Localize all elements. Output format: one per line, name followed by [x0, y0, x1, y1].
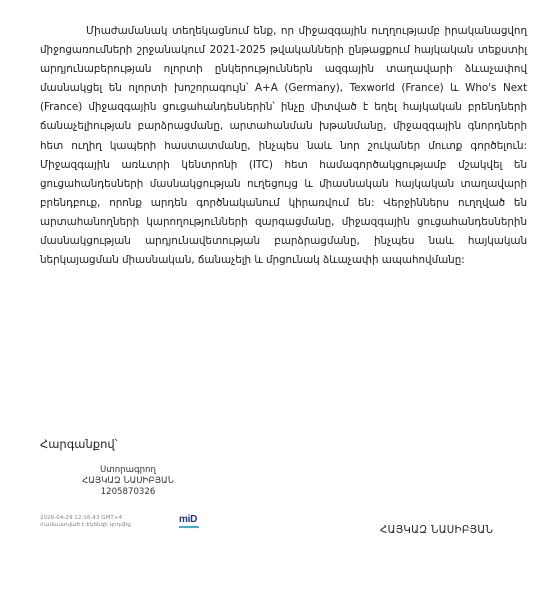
signer-name: ՀԱՅԿԱԶ ՆԱՍԻԲՅԱՆ: [380, 525, 494, 536]
stamp-timestamp: 2026-04-29 12:16:43 GMT+4: [40, 515, 123, 521]
signer-name-small: ՀԱՅԿԱԶ ՆԱՍԻԲՅԱՆ: [82, 476, 174, 486]
signer-role: Ստորագրող: [100, 465, 156, 475]
stamp-note: Համաստված է Էկենգի կողմից: [40, 522, 131, 528]
signature-block: [78, 465, 178, 498]
mid-logo-text: miD: [179, 514, 197, 525]
mid-logo-bar: [179, 526, 199, 528]
signer-id: 1205870326: [100, 487, 156, 497]
mid-logo: [179, 515, 199, 528]
letter-body: Միաժամանակ տեղեկացնում ենք, որ միջազգային ուղղությամբ իրականացվող միջոցառումների շրջանակում 2021-2025 թվականների ընթացքում հայկական տեքստիլ արդյունաբերության ոլորտի ընկերություններն ազգային տաղավարի ձևաչափով մասնակցել են ոլորտի խոշորագույն՝ A+A (Germany), Texworld (France) և Who's Next (France) միջազգային ցուցահանդեսներին՝ ինչը միտված է եղել հայկական բրենդների ճանաչելիության բարձրացմանը, արտահանման խթանմանը, միջազգային գնորդների հետ ուղիղ կապերի հաստատմանը, ինչպես նաև նոր շուկաներ մուտք գործելուն: Միջազգային առևտրի կենտրոնի (ITC) հետ համագործակցությամբ մշակվել են ցուցահանդեսների մասնակցության ուղեցույց և միասնական հայկական տաղավարի բրենդբուք, որոնք արդեն գործնականում կիրառվում են: Վերջիններս ուղղված են արտահանողների կարողությունների զարգացմանը, միջազգային ցուցահանդեսներին մասնակցության արդյունավետության բարձրացմանը, ինչպես նաև հայկական ներկայացման միասնական, ճանաչելի և մրցունակ ձևաչափի ապահովմանը:: [40, 25, 527, 267]
digital-signature-stamp: [40, 515, 131, 529]
closing-salutation: Հարգանքով՝: [40, 437, 118, 451]
